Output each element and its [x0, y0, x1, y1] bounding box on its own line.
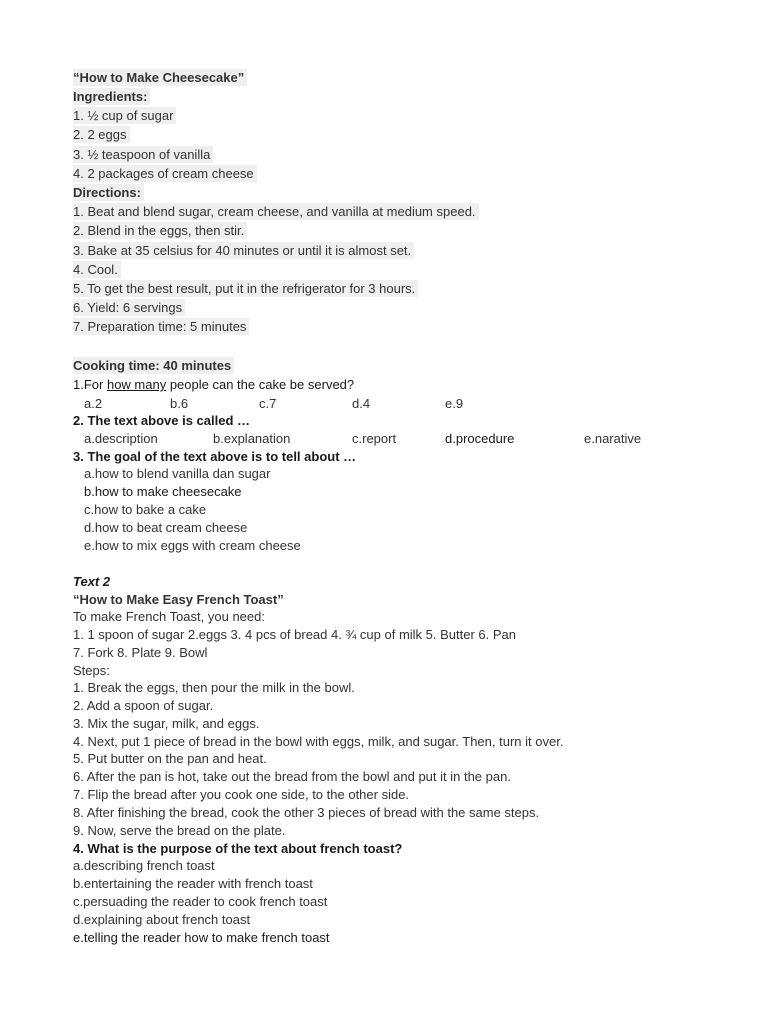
q1-option-d: d.4 [352, 396, 371, 411]
underlined-phrase: how many [106, 377, 167, 392]
q3-option-e: e.how to mix eggs with cream cheese [84, 538, 301, 553]
step-item: 6. After the pan is hot, take out the bread from the bowl and put it in the pan. [73, 769, 511, 784]
ingredient-item: 4. 2 packages of cream cheese [73, 165, 257, 182]
ingredient-item: 1. ½ cup of sugar [73, 107, 176, 124]
step-item: 8. After finishing the bread, cook the other 3 pieces of bread with the same steps. [73, 805, 540, 820]
directions-heading: Directions: [73, 184, 144, 201]
text-2-label: Text 2 [73, 574, 111, 589]
q4-option-c: c.persuading the reader to cook french toast [73, 894, 328, 909]
direction-item: 5. To get the best result, put it in the refrigerator for 3 hours. [73, 280, 418, 297]
text-2-title: “How to Make Easy French Toast” [73, 592, 284, 607]
q3-option-d: d.how to beat cream cheese [84, 520, 248, 535]
q4-option-e: e.telling the reader how to make french toast [73, 930, 330, 945]
steps-heading: Steps: [73, 663, 110, 678]
direction-item: 2. Blend in the eggs, then stir. [73, 222, 247, 239]
ingredient-item: 2. 2 eggs [73, 126, 130, 143]
q2-option-b: b.explanation [213, 431, 291, 446]
recipe-title: “How to Make Cheesecake” [73, 69, 247, 86]
question-2: 2. The text above is called … [73, 413, 251, 428]
step-item: 7. Flip the bread after you cook one side, to the other side. [73, 787, 410, 802]
direction-item: 7. Preparation time: 5 minutes [73, 318, 249, 335]
needs-line: 1. 1 spoon of sugar 2.eggs 3. 4 pcs of bread 4. ¾ cup of milk 5. Butter 6. Pan [73, 627, 516, 642]
direction-item: 3. Bake at 35 celsius for 40 minutes or until it is almost set. [73, 242, 414, 259]
step-item: 9. Now, serve the bread on the plate. [73, 823, 286, 838]
question-1: 1.For how many people can the cake be served? [73, 377, 355, 392]
q2-option-d: d.procedure [445, 431, 515, 446]
q3-option-b: b.how to make cheesecake [84, 484, 242, 499]
q2-option-a: a.description [84, 431, 158, 446]
q3-option-c: c.how to bake a cake [84, 502, 207, 517]
step-item: 1. Break the eggs, then pour the milk in the bowl. [73, 680, 355, 695]
cooking-time: Cooking time: 40 minutes [73, 357, 234, 374]
question-3: 3. The goal of the text above is to tell about … [73, 449, 357, 464]
question-4: 4. What is the purpose of the text about french toast? [73, 841, 403, 856]
direction-item: 6. Yield: 6 servings [73, 299, 185, 316]
step-item: 5. Put butter on the pan and heat. [73, 751, 267, 766]
q3-option-a: a.how to blend vanilla dan sugar [84, 466, 271, 481]
ingredient-item: 3. ½ teaspoon of vanilla [73, 146, 213, 163]
q4-option-b: b.entertaining the reader with french toast [73, 876, 313, 891]
step-item: 4. Next, put 1 piece of bread in the bowl with eggs, milk, and sugar. Then, turn it over. [73, 734, 564, 749]
q1-option-b: b.6 [170, 396, 189, 411]
q2-option-c: c.report [352, 431, 397, 446]
text-2-intro: To make French Toast, you need: [73, 609, 265, 624]
step-item: 2. Add a spoon of sugar. [73, 698, 214, 713]
ingredients-heading: Ingredients: [73, 88, 150, 105]
q4-option-a: a.describing french toast [73, 858, 215, 873]
step-item: 3. Mix the sugar, milk, and eggs. [73, 716, 260, 731]
needs-line: 7. Fork 8. Plate 9. Bowl [73, 645, 208, 660]
q1-option-e: e.9 [445, 396, 464, 411]
direction-item: 1. Beat and blend sugar, cream cheese, and vanilla at medium speed. [73, 203, 479, 220]
q2-option-e: e.narative [584, 431, 642, 446]
direction-item: 4. Cool. [73, 261, 121, 278]
q1-option-a: a.2 [84, 396, 103, 411]
q1-option-c: c.7 [259, 396, 277, 411]
q4-option-d: d.explaining about french toast [73, 912, 251, 927]
